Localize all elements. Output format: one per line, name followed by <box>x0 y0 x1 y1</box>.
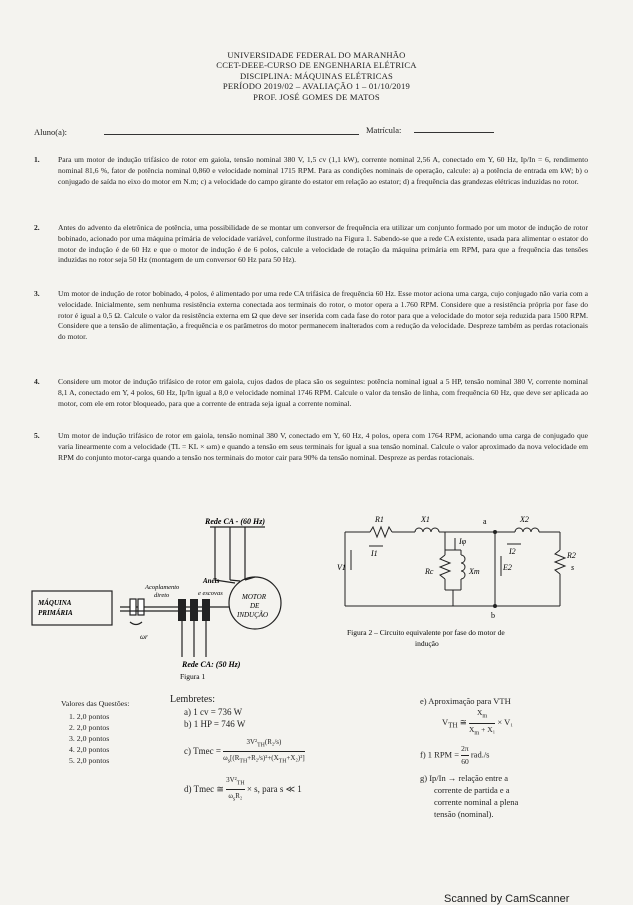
iphi-label: Iφ <box>459 537 467 546</box>
maquina-label-1: MÁQUINA <box>38 599 72 607</box>
figure-2-caption-2: indução <box>415 639 439 648</box>
document-header <box>0 50 633 102</box>
x1-label: X1 <box>421 515 430 524</box>
e2-label: E2 <box>503 563 512 572</box>
university-name: UNIVERSIDADE FEDERAL DO MARANHÃO <box>227 50 406 60</box>
matricula-label: Matrícula: <box>366 125 402 135</box>
lembrete-f-tail: rad./s <box>470 749 490 760</box>
motor-label-3: INDUÇÃO <box>237 611 269 619</box>
lembrete-g-2: corrente de partida e a <box>434 785 510 795</box>
xm-label: Xm <box>469 567 480 576</box>
lembrete-d <box>170 774 305 806</box>
slip-ring-3 <box>202 599 210 621</box>
valores-questoes <box>61 698 129 766</box>
aneis-label-1: Anéis <box>203 577 220 585</box>
matricula-field[interactable] <box>414 132 494 133</box>
node-a <box>493 530 497 534</box>
question-number: 1. <box>34 155 40 164</box>
rede-ca-50-label: Rede CA: (50 Hz) <box>182 660 241 669</box>
lembrete-g-1: g) Ip/In → relação entre a <box>420 773 509 783</box>
v1-label: V1 <box>337 563 346 572</box>
question-3 <box>34 289 594 355</box>
slip-ring-1 <box>178 599 186 621</box>
figure-2-caption-1: Figura 2 – Circuito equivalente por fase do motor de <box>347 628 505 637</box>
vth-formula: $V_{TH}$ ≅ $\frac{X_m}{X_m + X_1}$ × V₁ <box>442 708 514 736</box>
lembrete-e: e) Aproximação para VTH <box>420 696 511 706</box>
slip-ring-2 <box>190 599 198 621</box>
figure-1-caption: Figura 1 <box>180 672 206 681</box>
lembrete-a: a) 1 cv = 736 W <box>184 707 243 717</box>
motor-label-2: DE <box>250 602 260 610</box>
question-5 <box>34 431 594 486</box>
node-b <box>493 604 497 608</box>
question-text: Antes do advento da eletrônica de potência, uma possibilidade de se montar um conversor de frequência era utilizar um conjunto formado por um motor de indução de rotor bobinado, acionado por uma máquina primária de velocidade variável, conforme ilustrado na Figura 1. Sabendo-se que a rede CA existente, usada para alimentar o estator do motor de indução é de 60 Hz e que o motor de indução é de 6 polos, calcule a velocidade de rotação da máquina primária em RPM, para que a frequência das tensões induzidas no rotor seja 50 Hz (montagem de um conversor 60 Hz para 50 Hz). <box>58 223 588 265</box>
course-name: CCET-DEEE-CURSO DE ENGENHARIA ELÉTRICA <box>216 60 417 71</box>
period-line: PERÍODO 2019/02 – AVALIAÇÃO 1 – 01/10/2019 <box>222 81 411 92</box>
r1-label: R1 <box>375 515 384 524</box>
question-number: 2. <box>34 223 40 232</box>
question-number: 4. <box>34 377 40 386</box>
b-label: b <box>491 611 495 620</box>
maquina-label-2: PRIMÁRIA <box>38 609 73 617</box>
valor-item: 4. 2,0 pontos <box>69 745 110 754</box>
aluno-label: Aluno(a): <box>34 127 68 137</box>
lembrete-d-tail: × s, para s ≪ 1 <box>246 783 302 794</box>
valor-item: 1. 2,0 pontos <box>69 712 110 721</box>
acoplamento-label-1: Acoplamento <box>145 584 180 591</box>
s-label: s <box>571 563 575 572</box>
i1-label: I1 <box>371 549 378 558</box>
lembrete-c <box>170 736 305 768</box>
professor-name: PROF. JOSÉ GOMES DE MATOS <box>253 91 380 102</box>
r2-label: R2 <box>567 551 576 560</box>
omega-label: ωr <box>140 633 148 641</box>
question-text: Para um motor de indução trifásico de rotor em gaiola, tensão nominal 380 V, 1,5 cv (1,1 kW), corrente nominal 2,56 A, conectado em Y, 60 Hz, Ip/In = 6, rendimento nominal 81,6 %, fator de potência nominal 0,860 e velocidade nominal 1715 RPM. Para as condições nominais de operação, calcule: a) a potência de entrada em kW; b) o conjugado de saída no eixo do motor em N.m; c) a velocidade do campo girante do estator em relação ao estator; d) a frequência das grandezas elétricas induzidas no rotor. <box>58 155 588 186</box>
question-number: 3. <box>34 289 40 298</box>
valores-title: Valores das Questões: <box>61 699 130 708</box>
lembrete-b: b) 1 HP = 746 W <box>184 719 246 729</box>
rede-ca-60-label: Rede CA - (60 Hz) <box>205 517 265 526</box>
torque-approx-formula: $3V^2_{TH}$ $\omega_sR_2$ <box>226 775 245 803</box>
acoplamento-label-2: direto <box>154 592 170 599</box>
figure-1-diagram <box>30 515 320 685</box>
aneis-label-2: e escovas <box>198 590 223 597</box>
i2-label: I2 <box>509 547 516 556</box>
discipline-name: DISCIPLINA: MÁQUINAS ELÉTRICAS <box>239 70 394 81</box>
valor-item: 5. 2,0 pontos <box>69 756 110 765</box>
question-2 <box>34 223 594 278</box>
lembrete-g-3: corrente nominal a plena <box>434 797 519 807</box>
question-text: Um motor de indução de rotor bobinado, 4 polos, é alimentado por uma rede CA trifásica de frequência 60 Hz. Esse motor aciona uma carga, cujo conjugado não varia com a velocidade. Inicialmente, sem nenhuma resistência externa conectada aos terminais do rotor, o motor opera a 1.760 RPM. Considere que a resistência própria por fase do rotor é igual a 0,5 Ω. Calcule o valor da resistência externa em Ω que deve ser inserida com cada fase do rotor para que a velocidade do motor seja reduzida para 1500 RPM. Considere que a tensão de alimentação, a frequência e os parâmetros do motor permanecem inalterados com a redução da velocidade. Despreze também as perdas rotacionais do motor. <box>58 289 588 342</box>
a-label: a <box>483 517 487 526</box>
question-text: Um motor de indução trifásico de rotor em gaiola, tensão nominal 380 V, conectado em Y, 60 Hz, 4 polos, opera com 1764 RPM, acionando uma carga de conjugado que varia linearmente com a velocidade (TL = KL × ωm) e quando a tensão em seus terminais for igual a sua tensão nominal. Calcule o valor aproximado da nova velocidade em RPM do conjunto motor-carga quando a tensão nos terminais do motor cair para 90% da tensão nominal. Despreze as perdas rotacionais. <box>58 431 588 462</box>
lembrete-c-label: c) Tmec = <box>184 745 221 756</box>
figure-2-circuit <box>335 510 595 660</box>
torque-formula: $3V^2_{TH}(R_2/s)$ $\omega_s[(R_{TH}+R_2/s)^2+(X_{TH}+X_2)^2]$ <box>223 738 305 765</box>
valor-item: 2. 2,0 pontos <box>69 723 110 732</box>
lembrete-f: f) 1 RPM = $\frac{2\pi}{60}$ rad./s <box>420 744 490 766</box>
lembretes <box>170 694 305 806</box>
lembrete-f-label: f) 1 RPM = <box>420 749 460 760</box>
question-4 <box>34 377 594 421</box>
question-number: 5. <box>34 431 40 440</box>
lembretes-right <box>420 695 620 820</box>
lembrete-g-4: tensão (nominal). <box>434 809 494 819</box>
x2-label: X2 <box>520 515 529 524</box>
rc-label: Rc <box>425 567 434 576</box>
aluno-field[interactable] <box>104 134 359 135</box>
motor-label-1: MOTOR <box>242 593 266 601</box>
question-text: Considere um motor de indução trifásico de rotor em gaiola, cujos dados de placa são os seguintes: potência nominal igual a 5 HP, tensão nominal 380 V, corrente nominal 8,1 A, conectado em Y, 4 polos, 60 Hz, Ip/In igual a 8,0 e velocidade nominal 1746 RPM. Calcule o valor da tensão de linha, com frequência 60 Hz, que deve ser aplicada ao motor, com ele em rotor bloqueado, para que a corrente de entrada seja igual a corrente nominal. <box>58 377 588 408</box>
lembrete-d-label: d) Tmec ≅ <box>184 783 224 794</box>
scanner-watermark: Scanned by CamScanner <box>444 893 570 905</box>
lembretes-title: Lembretes: <box>170 694 215 705</box>
valor-item: 3. 2,0 pontos <box>69 734 110 743</box>
question-1 <box>34 155 594 199</box>
